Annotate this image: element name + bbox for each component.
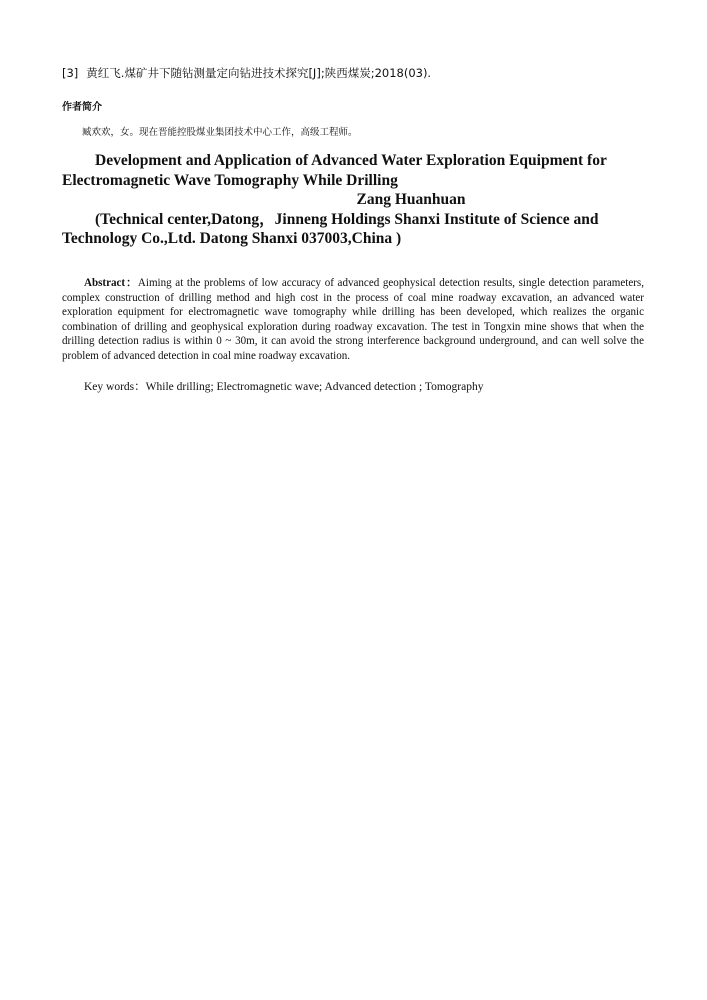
- english-title-line-2: Electromagnetic Wave Tomography While Drilling: [62, 171, 398, 189]
- abstract-text: Aiming at the problems of low accuracy of advanced geophysical detection results, single detection parameters, complex construction of drilling method and high cost in the process of coal mine roadway excavation, an advanced water exploration equipment for electromagnetic wave tomography while drilling has been developed, which realizes the organic combination of drilling and geophysical exploration during roadway excavation. The test in Tongxin mine shows that when the drilling detection radius is within 0 ~ 30m, it can avoid the strong interference background underground, and can well solve the problem of advanced detection in coal mine roadway excavation.: [62, 277, 644, 362]
- keywords-text: While drilling; Electromagnetic wave; Advanced detection ; Tomography: [145, 381, 484, 393]
- abstract: [62, 276, 644, 363]
- keywords: [84, 378, 483, 394]
- english-title-line-1: Development and Application of Advanced Water Exploration Equipment for: [95, 152, 607, 169]
- abstract-label: Abstract：: [84, 277, 138, 289]
- affiliation-line-1: (Technical center,Datong，Jinneng Holdings Shanxi Institute of Science and: [95, 210, 599, 228]
- keywords-label: Key words：: [84, 381, 146, 393]
- english-author: Zang Huanhuan: [356, 191, 466, 208]
- english-title-block: [62, 151, 662, 249]
- reference-entry: [62, 65, 662, 81]
- author-bio: 臧欢欢，女。现在晋能控股煤业集团技术中心工作，高级工程师。: [82, 127, 358, 138]
- reference-number: [3]: [62, 66, 79, 80]
- affiliation-line-2: Technology Co.,Ltd. Datong Shanxi 037003,China ): [62, 230, 402, 247]
- author-intro-heading: 作者简介: [62, 102, 102, 113]
- reference-text: 黄红飞.煤矿井下随钻测量定向钻进技术探究[J];陕西煤炭;2018(03).: [86, 66, 432, 80]
